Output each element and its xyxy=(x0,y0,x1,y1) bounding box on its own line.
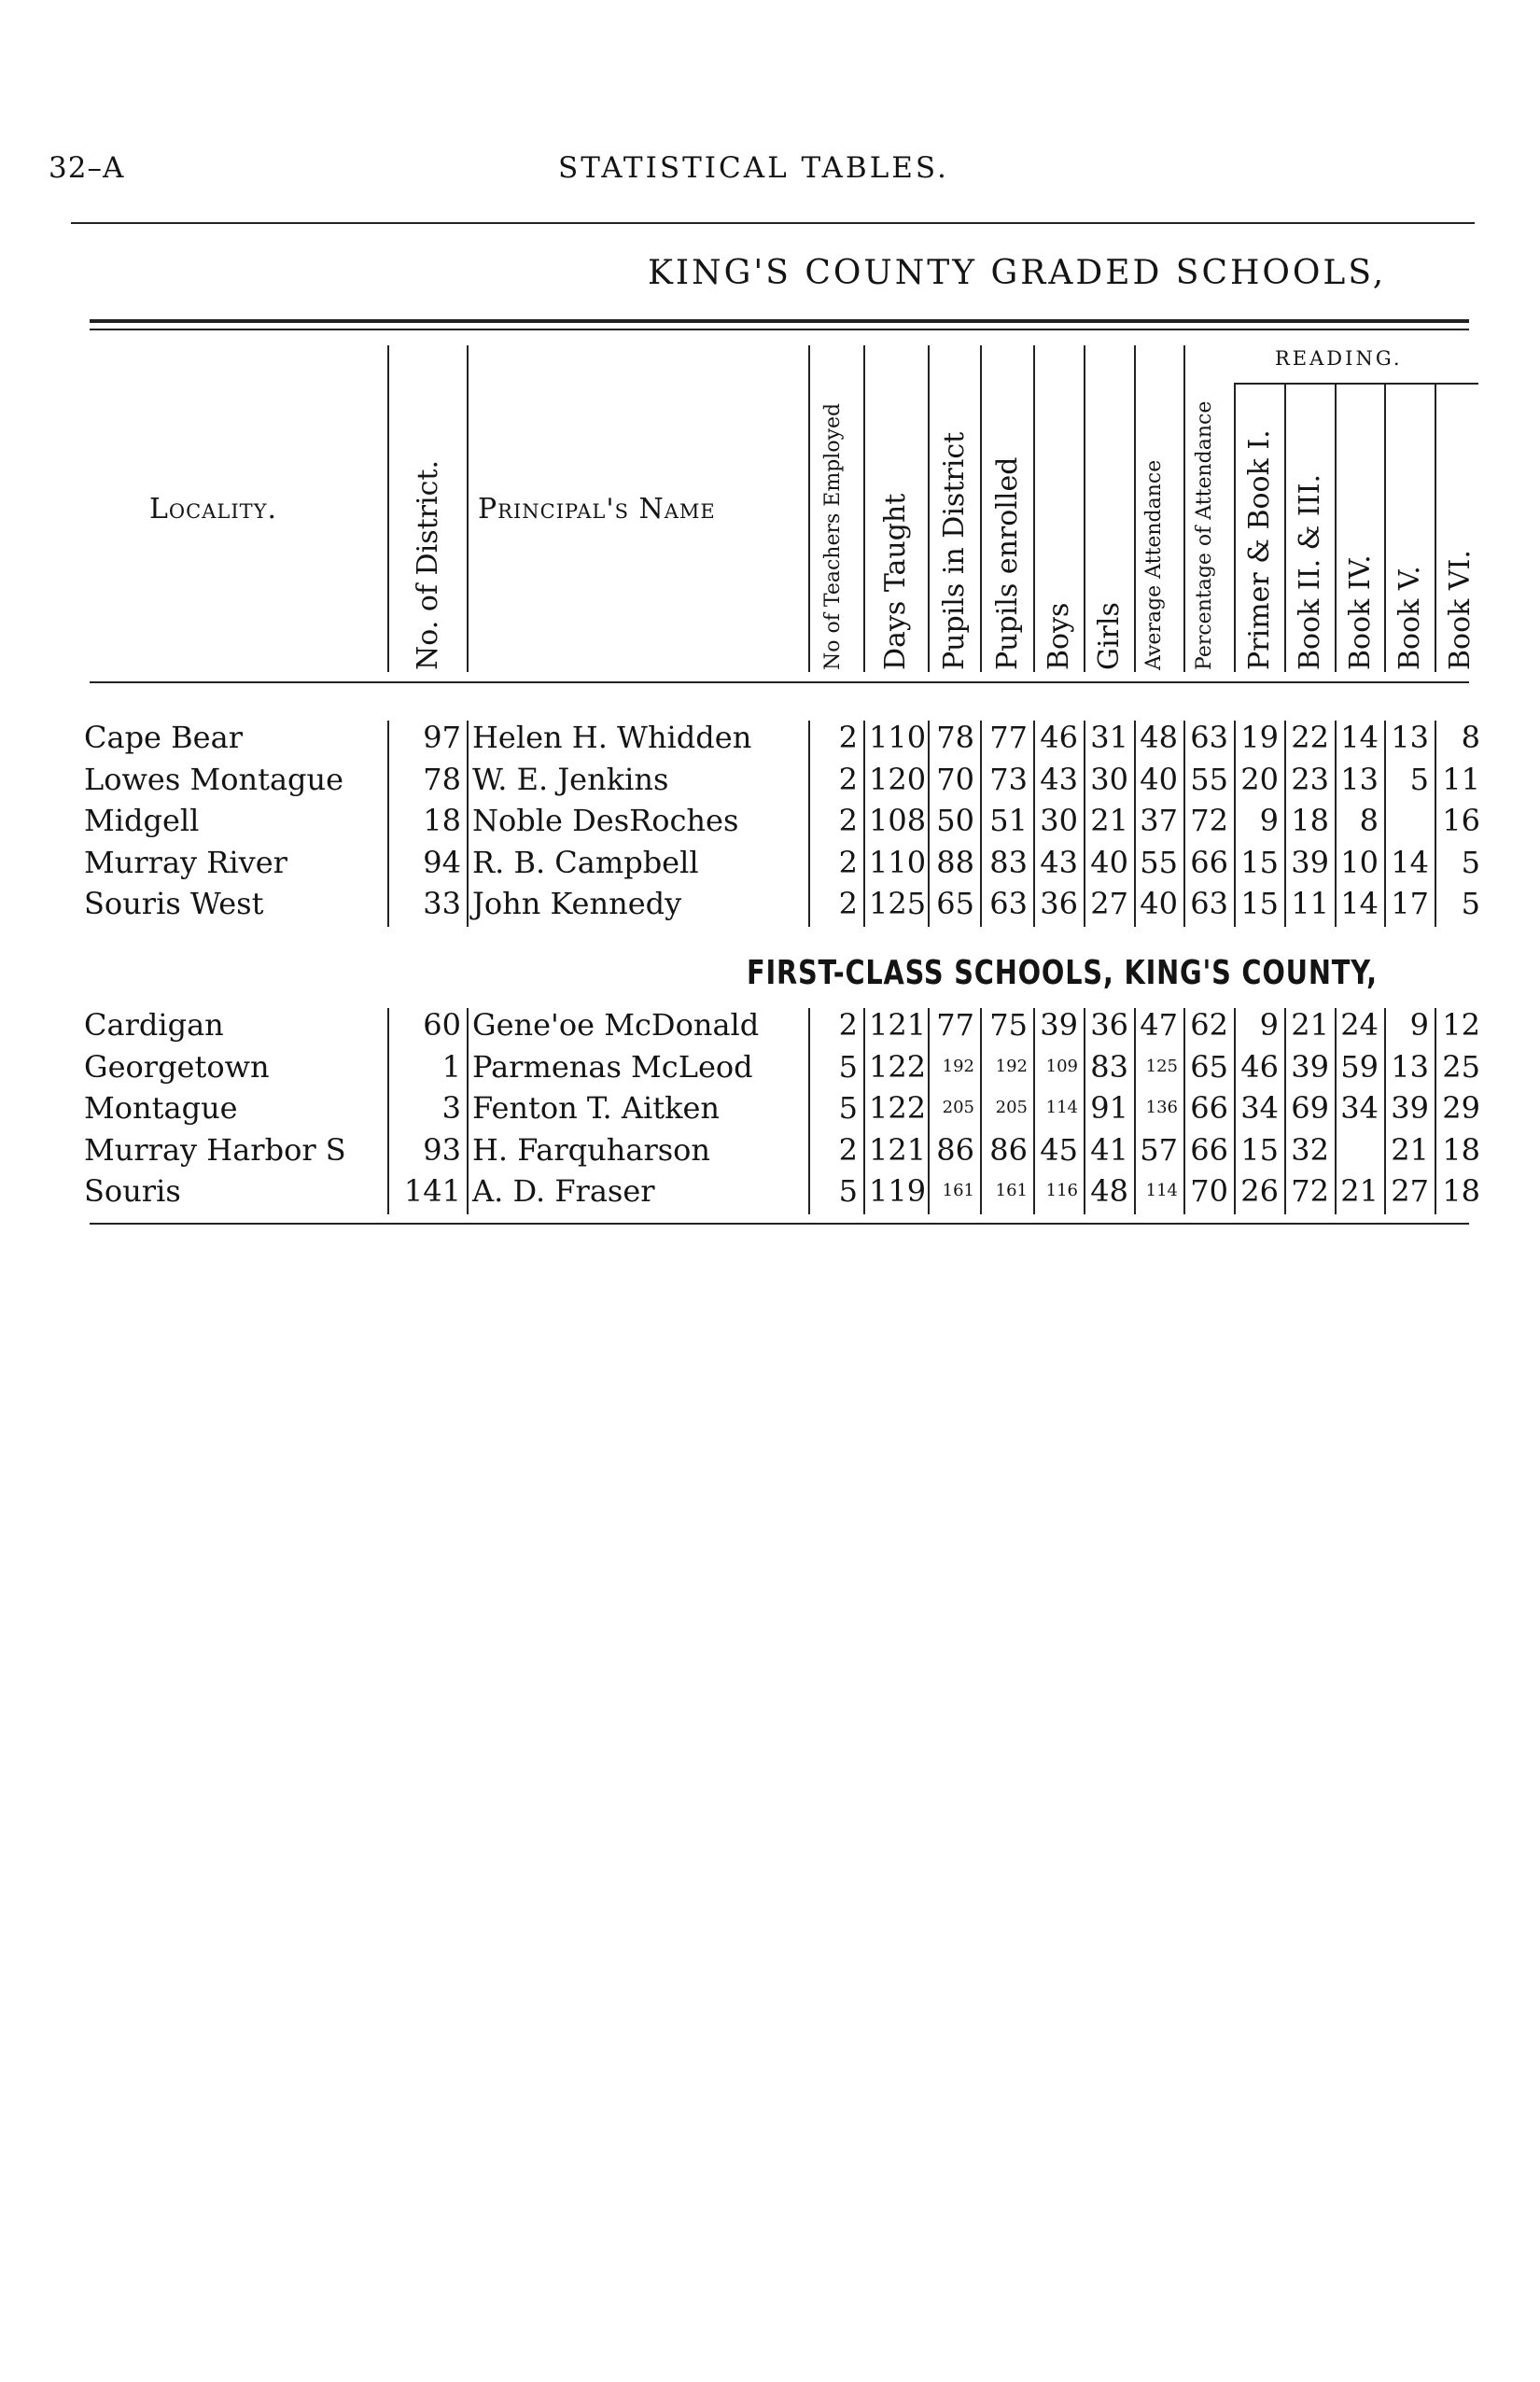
graded-cell-pct: 63 xyxy=(1190,886,1228,921)
graded-cell-principal: R. B. Campbell xyxy=(472,844,699,880)
graded-divider xyxy=(1284,721,1286,927)
first-class-divider xyxy=(1033,1008,1035,1214)
graded-cell-boys: 46 xyxy=(1040,720,1078,755)
header-bottom-rule xyxy=(90,681,1469,683)
graded-cell-b23: 22 xyxy=(1291,720,1329,755)
first-class-cell-b23: 72 xyxy=(1291,1173,1329,1209)
header-rule xyxy=(71,222,1475,224)
graded-cell-pd: 70 xyxy=(936,761,974,797)
table-bottom-rule xyxy=(90,1223,1469,1225)
graded-cell-girls: 31 xyxy=(1090,720,1128,755)
first-class-cell-girls: 91 xyxy=(1090,1090,1128,1126)
graded-cell-b1: 20 xyxy=(1240,761,1279,797)
first-class-cell-boys: 116 xyxy=(1045,1181,1078,1200)
first-class-cell-b5: 13 xyxy=(1391,1048,1429,1085)
first-class-cell-b1: 46 xyxy=(1240,1048,1279,1085)
table-top-rule-1 xyxy=(90,319,1469,323)
first-class-cell-pe: 86 xyxy=(989,1131,1028,1168)
graded-divider xyxy=(863,721,865,927)
first-class-cell-b5: 9 xyxy=(1409,1007,1429,1043)
first-class-cell-district: 60 xyxy=(423,1007,461,1043)
graded-cell-pct: 66 xyxy=(1190,844,1228,880)
page-number: 32–A xyxy=(49,151,125,185)
header-divider xyxy=(1234,383,1236,672)
graded-cell-pe: 63 xyxy=(989,886,1028,921)
header-divider xyxy=(1134,345,1136,672)
first-class-cell-b4: 24 xyxy=(1340,1007,1379,1043)
graded-cell-b6: 16 xyxy=(1442,803,1480,838)
graded-cell-b6: 5 xyxy=(1461,886,1480,921)
first-class-divider xyxy=(387,1008,389,1214)
first-class-divider xyxy=(1384,1008,1386,1214)
first-class-cell-pe: 205 xyxy=(995,1098,1028,1117)
first-class-cell-pd: 86 xyxy=(936,1131,974,1168)
first-class-cell-pct: 66 xyxy=(1190,1090,1228,1126)
graded-cell-days: 108 xyxy=(869,803,927,838)
graded-cell-pd: 78 xyxy=(936,720,974,755)
first-class-cell-locality: Montague xyxy=(84,1090,238,1126)
locality-header: Locality. xyxy=(149,493,278,525)
first-class-cell-avg: 114 xyxy=(1145,1181,1178,1200)
graded-cell-boys: 30 xyxy=(1040,803,1078,838)
reading-header: READING. xyxy=(1275,347,1403,370)
graded-cell-b23: 18 xyxy=(1291,803,1329,838)
graded-cell-days: 125 xyxy=(869,886,927,921)
first-class-cell-pd: 77 xyxy=(936,1007,974,1043)
first-class-divider xyxy=(928,1008,930,1214)
graded-cell-principal: Helen H. Whidden xyxy=(472,720,752,755)
graded-cell-locality: Souris West xyxy=(84,886,264,921)
col-header-book6: Book VI. xyxy=(1444,550,1477,670)
first-class-cell-pct: 65 xyxy=(1190,1048,1228,1085)
graded-cell-b5: 13 xyxy=(1391,720,1429,755)
first-class-cell-b1: 15 xyxy=(1240,1131,1279,1168)
graded-cell-girls: 27 xyxy=(1090,886,1128,921)
first-class-cell-pe: 75 xyxy=(989,1007,1028,1043)
graded-cell-district: 97 xyxy=(423,720,461,755)
first-class-cell-days: 119 xyxy=(869,1173,927,1209)
graded-cell-avg: 37 xyxy=(1140,803,1178,838)
col-header-boys: Boys xyxy=(1043,602,1075,670)
graded-cell-district: 94 xyxy=(423,844,461,880)
graded-cell-boys: 43 xyxy=(1040,844,1078,880)
first-class-cell-district: 93 xyxy=(423,1131,461,1168)
col-header-pupils_district: Pupils in District xyxy=(938,431,971,670)
first-class-cell-principal: A. D. Fraser xyxy=(472,1173,655,1209)
first-class-cell-days: 122 xyxy=(869,1090,927,1126)
graded-cell-b4: 8 xyxy=(1359,803,1379,838)
graded-cell-b4: 13 xyxy=(1340,761,1379,797)
graded-cell-teachers: 2 xyxy=(838,844,858,880)
first-class-cell-pct: 66 xyxy=(1190,1131,1228,1168)
graded-cell-district: 78 xyxy=(423,761,461,797)
graded-cell-b4: 14 xyxy=(1340,720,1379,755)
graded-cell-pe: 51 xyxy=(989,803,1028,838)
graded-divider xyxy=(1134,721,1136,927)
table-top-rule-2 xyxy=(90,329,1469,330)
graded-divider xyxy=(1234,721,1236,927)
graded-cell-principal: Noble DesRoches xyxy=(472,803,739,838)
graded-cell-pe: 73 xyxy=(989,761,1028,797)
first-class-cell-pd: 161 xyxy=(942,1181,974,1200)
first-class-cell-locality: Cardigan xyxy=(84,1007,224,1043)
col-header-percentage: Percentage of Attendance xyxy=(1193,400,1216,670)
header-divider xyxy=(1384,383,1386,672)
graded-cell-pd: 65 xyxy=(936,886,974,921)
first-class-divider xyxy=(1134,1008,1136,1214)
first-class-cell-days: 121 xyxy=(869,1007,927,1043)
first-class-divider xyxy=(980,1008,982,1214)
first-class-cell-teachers: 5 xyxy=(838,1090,858,1126)
first-class-cell-boys: 114 xyxy=(1045,1098,1078,1117)
first-class-divider xyxy=(1183,1008,1185,1214)
header-divider xyxy=(863,345,865,672)
graded-cell-b1: 15 xyxy=(1240,844,1279,880)
graded-divider xyxy=(1084,721,1085,927)
graded-divider xyxy=(980,721,982,927)
header-divider xyxy=(1084,345,1085,672)
first-class-divider xyxy=(863,1008,865,1214)
first-class-cell-boys: 45 xyxy=(1040,1131,1078,1168)
graded-cell-girls: 40 xyxy=(1090,844,1128,880)
first-class-divider xyxy=(1084,1008,1085,1214)
first-class-cell-b5: 27 xyxy=(1391,1173,1429,1209)
first-class-cell-b23: 32 xyxy=(1291,1131,1329,1168)
graded-cell-b5: 14 xyxy=(1391,844,1429,880)
graded-cell-pd: 50 xyxy=(936,803,974,838)
graded-cell-b1: 19 xyxy=(1240,720,1279,755)
table-title: KING'S COUNTY GRADED SCHOOLS, xyxy=(648,254,1387,292)
col-header-teachers: No of Teachers Employed xyxy=(821,402,845,670)
graded-cell-b1: 15 xyxy=(1240,886,1279,921)
first-class-divider xyxy=(1335,1008,1337,1214)
graded-cell-girls: 30 xyxy=(1090,761,1128,797)
first-class-cell-b6: 18 xyxy=(1442,1131,1480,1168)
graded-divider xyxy=(1435,721,1436,927)
first-class-divider xyxy=(808,1008,810,1214)
graded-cell-avg: 55 xyxy=(1140,844,1178,880)
graded-cell-pe: 83 xyxy=(989,844,1028,880)
graded-cell-b4: 10 xyxy=(1340,844,1379,880)
graded-cell-pct: 72 xyxy=(1190,803,1228,838)
first-class-cell-b4: 34 xyxy=(1340,1090,1379,1126)
first-class-cell-locality: Souris xyxy=(84,1173,181,1209)
graded-cell-b1: 9 xyxy=(1259,803,1279,838)
first-class-cell-days: 121 xyxy=(869,1131,927,1168)
graded-cell-b4: 14 xyxy=(1340,886,1379,921)
header-divider xyxy=(980,345,982,672)
first-class-cell-b5: 21 xyxy=(1391,1131,1429,1168)
first-class-cell-pct: 62 xyxy=(1190,1007,1228,1043)
col-header-pupils_enrolled: Pupils enrolled xyxy=(991,456,1024,670)
first-class-cell-pe: 161 xyxy=(995,1181,1028,1200)
first-class-cell-district: 3 xyxy=(441,1090,461,1126)
graded-cell-locality: Midgell xyxy=(84,803,200,838)
graded-cell-boys: 36 xyxy=(1040,886,1078,921)
first-class-cell-girls: 48 xyxy=(1090,1173,1128,1209)
graded-cell-b5 xyxy=(1390,802,1429,839)
col-header-book23: Book II. & III. xyxy=(1294,474,1326,670)
graded-cell-teachers: 2 xyxy=(838,803,858,838)
graded-cell-pct: 55 xyxy=(1190,761,1228,797)
header-divider xyxy=(1335,383,1337,672)
graded-cell-teachers: 2 xyxy=(838,761,858,797)
first-class-divider xyxy=(1234,1008,1236,1214)
first-class-cell-pd: 205 xyxy=(942,1098,974,1117)
reading-underline xyxy=(1234,383,1478,385)
graded-cell-b23: 39 xyxy=(1291,844,1329,880)
graded-cell-b6: 8 xyxy=(1461,720,1480,755)
graded-cell-b23: 23 xyxy=(1291,761,1329,797)
graded-divider xyxy=(1183,721,1185,927)
first-class-cell-teachers: 5 xyxy=(838,1173,858,1209)
first-class-cell-boys: 39 xyxy=(1040,1007,1078,1043)
graded-cell-teachers: 2 xyxy=(838,720,858,755)
first-class-cell-boys: 109 xyxy=(1045,1056,1078,1076)
first-class-cell-principal: Fenton T. Aitken xyxy=(472,1090,721,1126)
graded-cell-principal: W. E. Jenkins xyxy=(472,761,669,797)
graded-cell-district: 33 xyxy=(423,886,461,921)
graded-divider xyxy=(1033,721,1035,927)
header-divider xyxy=(928,345,930,672)
graded-cell-avg: 40 xyxy=(1140,761,1178,797)
first-class-cell-b6: 25 xyxy=(1442,1048,1480,1085)
first-class-cell-principal: Parmenas McLeod xyxy=(472,1048,753,1085)
first-class-cell-b6: 29 xyxy=(1442,1090,1480,1126)
graded-divider xyxy=(387,721,389,927)
first-class-cell-avg: 47 xyxy=(1140,1007,1178,1043)
first-class-cell-district: 141 xyxy=(403,1173,461,1209)
graded-cell-teachers: 2 xyxy=(838,886,858,921)
first-class-cell-pe: 192 xyxy=(995,1056,1028,1076)
first-class-cell-avg: 136 xyxy=(1145,1098,1178,1117)
graded-divider xyxy=(467,721,469,927)
col-header-girls: Girls xyxy=(1093,602,1126,670)
first-class-cell-avg: 57 xyxy=(1140,1131,1178,1168)
header-divider xyxy=(467,345,469,672)
graded-divider xyxy=(928,721,930,927)
graded-cell-b23: 11 xyxy=(1291,886,1329,921)
graded-cell-pd: 88 xyxy=(936,844,974,880)
graded-divider xyxy=(808,721,810,927)
first-class-cell-b23: 21 xyxy=(1291,1007,1329,1043)
graded-cell-avg: 48 xyxy=(1140,720,1178,755)
first-class-cell-locality: Georgetown xyxy=(84,1048,270,1085)
first-class-cell-b6: 18 xyxy=(1442,1173,1480,1209)
first-class-cell-district: 1 xyxy=(441,1048,461,1085)
graded-cell-pct: 63 xyxy=(1190,720,1228,755)
header-divider xyxy=(1033,345,1035,672)
first-class-cell-avg: 125 xyxy=(1145,1056,1178,1076)
first-class-cell-b5: 39 xyxy=(1391,1090,1429,1126)
header-divider xyxy=(808,345,810,672)
col-header-book1: Primer & Book I. xyxy=(1243,429,1276,670)
graded-divider xyxy=(1384,721,1386,927)
graded-cell-principal: John Kennedy xyxy=(472,886,682,921)
first-class-cell-girls: 83 xyxy=(1090,1048,1128,1085)
graded-cell-b5: 5 xyxy=(1409,761,1429,797)
first-class-cell-days: 122 xyxy=(869,1048,927,1085)
first-class-divider xyxy=(467,1008,469,1214)
first-class-cell-teachers: 2 xyxy=(838,1131,858,1168)
graded-cell-b5: 17 xyxy=(1391,886,1429,921)
first-class-divider xyxy=(1284,1008,1286,1214)
header-divider xyxy=(1183,345,1185,672)
graded-cell-district: 18 xyxy=(423,803,461,838)
header-divider xyxy=(1284,383,1286,672)
col-header-book5: Book V. xyxy=(1393,566,1426,670)
col-header-average: Average Attendance xyxy=(1142,459,1166,670)
header-divider xyxy=(387,345,389,672)
first-class-cell-b4: 21 xyxy=(1340,1173,1379,1209)
graded-cell-locality: Murray River xyxy=(84,844,287,880)
graded-cell-locality: Cape Bear xyxy=(84,720,243,755)
section-title: FIRST-CLASS SCHOOLS, KING'S COUNTY, xyxy=(747,954,1378,992)
first-class-cell-girls: 36 xyxy=(1090,1007,1128,1043)
first-class-cell-teachers: 5 xyxy=(838,1048,858,1085)
first-class-cell-b4: 59 xyxy=(1340,1048,1379,1085)
graded-cell-b6: 5 xyxy=(1461,844,1480,880)
first-class-cell-principal: Gene'oe McDonald xyxy=(472,1007,760,1043)
principal-header: Principal's Name xyxy=(478,493,716,525)
first-class-cell-girls: 41 xyxy=(1090,1131,1128,1168)
graded-divider xyxy=(1335,721,1337,927)
col-header-district: No. of District. xyxy=(412,460,444,670)
graded-cell-pe: 77 xyxy=(989,720,1028,755)
running-title: STATISTICAL TABLES. xyxy=(558,151,949,185)
first-class-cell-b6: 12 xyxy=(1442,1007,1480,1043)
first-class-cell-pd: 192 xyxy=(942,1056,974,1076)
first-class-cell-b1: 26 xyxy=(1240,1173,1279,1209)
first-class-cell-b4 xyxy=(1340,1131,1379,1169)
graded-cell-days: 120 xyxy=(869,761,927,797)
graded-cell-b6: 11 xyxy=(1442,761,1480,797)
first-class-cell-b23: 69 xyxy=(1291,1090,1329,1126)
graded-cell-days: 110 xyxy=(869,720,927,755)
graded-cell-boys: 43 xyxy=(1040,761,1078,797)
header-divider xyxy=(1435,383,1436,672)
first-class-cell-locality: Murray Harbor S xyxy=(84,1131,346,1168)
col-header-book4: Book IV. xyxy=(1344,554,1377,670)
first-class-cell-pct: 70 xyxy=(1190,1173,1228,1209)
first-class-divider xyxy=(1435,1008,1436,1214)
graded-cell-avg: 40 xyxy=(1140,886,1178,921)
first-class-cell-b1: 34 xyxy=(1240,1090,1279,1126)
first-class-cell-teachers: 2 xyxy=(838,1007,858,1043)
first-class-cell-b23: 39 xyxy=(1291,1048,1329,1085)
first-class-cell-principal: H. Farquharson xyxy=(472,1131,711,1168)
graded-cell-girls: 21 xyxy=(1090,803,1128,838)
graded-cell-locality: Lowes Montague xyxy=(84,761,344,797)
first-class-cell-b1: 9 xyxy=(1259,1007,1279,1043)
col-header-days: Days Taught xyxy=(879,493,912,670)
graded-cell-days: 110 xyxy=(869,844,927,880)
